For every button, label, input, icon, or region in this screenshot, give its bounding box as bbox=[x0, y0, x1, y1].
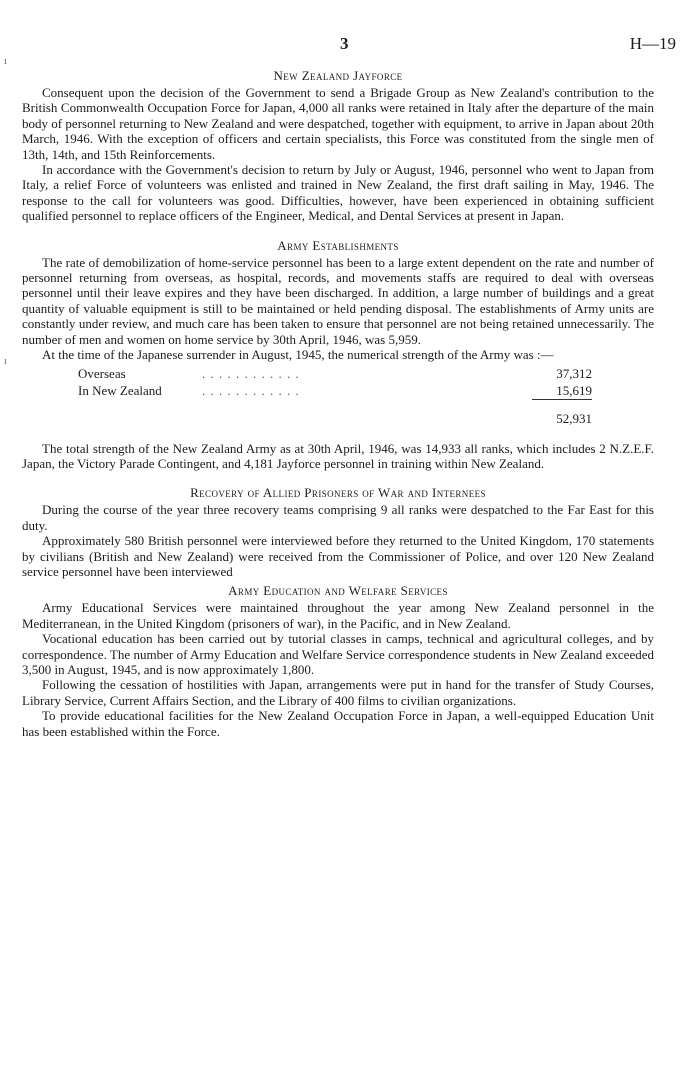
paragraph: In accordance with the Government's decision to return by July or August, 1946, personnel who went to Japan from Italy, a relief Force of volunteers was enlisted and trained in New Zealand, the first draft sailing in May, 1946. The response to the call for volunteers was good. Difficulties, however, have been experienced in obtaining sufficient qualified personnel to replace officers of the Engineer, Medical, and Dental Services at present in Japan. bbox=[22, 162, 654, 224]
paragraph: Army Educational Services were maintained throughout the year among New Zealand personnel in the Mediterranean, in the United Kingdom (prisoners of war), in the Pacific, and in New Zealand. bbox=[22, 600, 654, 631]
row-value: 37,312 bbox=[556, 365, 592, 381]
section-heading-education-welfare: Army Education and Welfare Services bbox=[228, 583, 448, 599]
margin-mark: ı bbox=[4, 356, 7, 367]
document-reference: H—19 bbox=[629, 34, 676, 53]
section-heading-jayforce: New Zealand Jayforce bbox=[273, 68, 403, 83]
paragraph: At the time of the Japanese surrender in August, 1945, the numerical strength of the Army was :— bbox=[42, 347, 554, 363]
page-header bbox=[22, 34, 676, 64]
section-heading-army-establishments: Army Establishments bbox=[277, 237, 399, 253]
page-number: 3 bbox=[340, 34, 349, 53]
dot-leader: . . . . . . . . . . . . bbox=[202, 382, 300, 398]
paragraph: Consequent upon the decision of the Government to send a Brigade Group as New Zealand's contribution to the British Commonwealth Occupation Force for Japan, 4,000 all ranks were retained in Italy after the departure of the main body of personnel returning to New Zealand and were despatched, together with equipment, to arrive in Japan about 20th March, 1946. With the exception of officers and certain specialists, this Force was constituted from the single men of 13th, 14th, and 15th Reinforcements. bbox=[22, 85, 654, 162]
margin-mark: ı bbox=[4, 56, 7, 67]
total-value: 52,931 bbox=[532, 399, 592, 441]
document-page bbox=[22, 34, 676, 739]
row-label: In New Zealand bbox=[78, 382, 162, 398]
section-heading-recovery-of-prisoners: Recovery of Allied Prisoners of War and Internees bbox=[190, 485, 486, 501]
table-row bbox=[78, 382, 592, 400]
row-value: 15,619 bbox=[556, 382, 592, 398]
row-label: Overseas bbox=[78, 365, 126, 381]
paragraph: During the course of the year three recovery teams comprising 9 all ranks were despatched to the Far East for this duty. bbox=[22, 502, 654, 533]
paragraph: Approximately 580 British personnel were interviewed before they returned to the United Kingdom, 170 statements by civilians (British and New Zealand) were received from the Commissioner of Police, and over 120 New Zealand service personnel have been interviewed bbox=[22, 533, 654, 579]
table-row bbox=[78, 365, 592, 382]
army-strength-table bbox=[78, 365, 592, 441]
paragraph: Vocational education has been carried out by tutorial classes in camps, technical and agricultural colleges, and by correspondence. The number of Army Education and Welfare Service correspondence students in New Zealand exceeded 3,500 in August, 1945, and is now approximately 1,800. bbox=[22, 631, 654, 677]
dot-leader: . . . . . . . . . . . . bbox=[202, 365, 300, 381]
paragraph: The total strength of the New Zealand Army as at 30th April, 1946, was 14,933 all ranks, which includes 2 N.Z.E.F. Japan, the Victory Parade Contingent, and 4,181 Jayforce personnel in training within New Zealand. bbox=[22, 440, 654, 471]
table-total-row bbox=[78, 399, 592, 441]
paragraph: To provide educational facilities for the New Zealand Occupation Force in Japan, a well-equipped Education Unit has been established within the Force. bbox=[22, 708, 654, 739]
paragraph: Following the cessation of hostilities with Japan, arrangements were put in hand for the transfer of Study Courses, Library Service, Current Affairs Section, and the Library of 400 films to civilian organizations. bbox=[22, 677, 654, 708]
paragraph: The rate of demobilization of home-service personnel has been to a large extent dependent on the rate and number of personnel returning from overseas, as hospital, records, and movements staffs are required to deal with overseas personnel until their leave expires and they have been discharged. In addition, a large number of buildings and a great quantity of valuable equipment is still to be maintained or held pending disposal. The establishments of Army units are constantly under review, and much care has been taken to ensure that personnel are not being retained unnecessarily. The number of men and women on home service by 30th April, 1946, was 5,959. bbox=[22, 254, 654, 347]
